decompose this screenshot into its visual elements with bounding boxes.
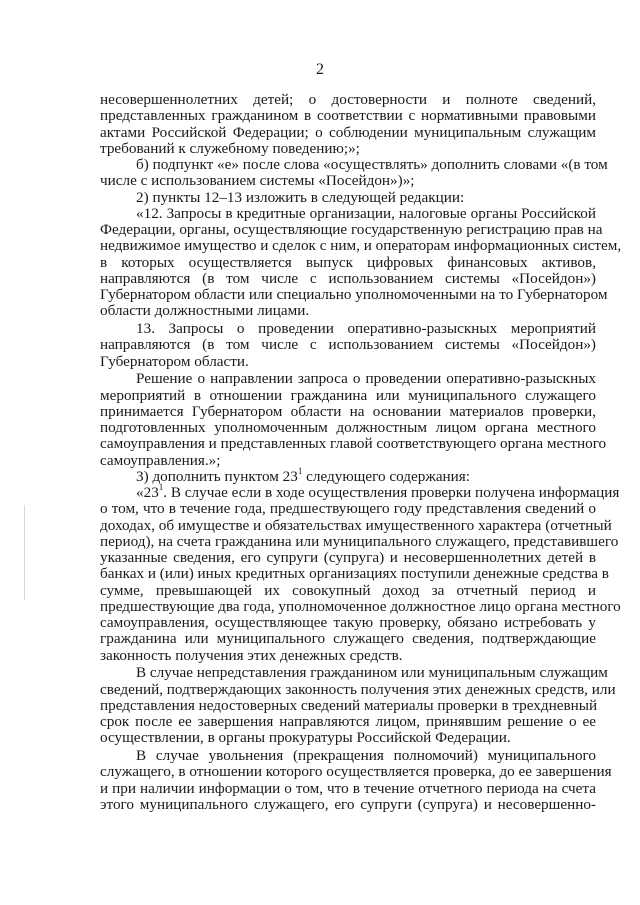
text-line	[100, 271, 596, 287]
text-line	[100, 615, 596, 631]
text-line	[100, 303, 596, 319]
text-line	[100, 237, 622, 255]
text-line	[100, 680, 616, 698]
text-line-content: представления недостоверных сведений материалы проверки в трехдневный	[100, 696, 598, 714]
text-line	[100, 730, 596, 746]
text-line	[100, 420, 596, 436]
text-line-content: представленных гражданином в соответствии с нормативными правовыми	[100, 107, 596, 125]
text-line	[100, 156, 608, 173]
text-line	[100, 125, 596, 141]
text-line-content: актами Российской Федерации; о соблюдении муниципальным служащим	[100, 123, 596, 141]
text-line	[100, 354, 596, 370]
text-line-content: указанные сведения, его супруги (супруга) и несовершеннолетних детей в	[100, 549, 596, 566]
text-line	[100, 516, 612, 534]
text-line-content: Решение о направлении запроса о проведении оперативно-разыскных	[136, 370, 596, 388]
text-line-content: о том, что в течение года, предшествующего году представления сведений о	[100, 500, 596, 518]
text-line	[100, 597, 621, 615]
text-line-content: несовершеннолетних детей; о достоверности и полноте сведений,	[100, 91, 596, 108]
text-line	[100, 714, 596, 730]
text-line	[100, 141, 596, 157]
text-line	[100, 481, 620, 501]
text-line	[100, 92, 596, 108]
text-line-content: сумме, превышающей их совокупный доход за отчетный период и	[100, 581, 596, 599]
text-line-content: направляются (в том числе с использованием системы «Посейдон»)	[100, 336, 596, 354]
text-line-content: банках и (или) иных кредитных организациях поступили денежные средства в	[100, 565, 609, 583]
text-line-content: числе с использованием системы «Посейдон»)»;	[100, 172, 415, 190]
text-line	[100, 501, 596, 517]
text-line-content: сведений, подтверждающих законность получения этих денежных средств, или	[100, 680, 616, 698]
text-line	[100, 763, 612, 781]
text-line-continuation: . В случае если в ходе осуществления проверки получена информация	[163, 484, 620, 501]
text-line	[100, 465, 596, 485]
text-line-content: и при наличии информации о том, что в течение отчетного периода на счета	[100, 779, 596, 797]
text-line	[100, 321, 596, 337]
text-line-content: доходах, об имуществе и обязательствах имущественного характера (отчетный	[100, 516, 612, 534]
text-line-continuation: следующего содержания:	[302, 467, 471, 485]
text-line-content: 3) дополнить пунктом 23	[136, 467, 298, 485]
text-line-content: самоуправления и представленных главой соответствующего органа местного	[100, 435, 607, 453]
text-line	[100, 550, 596, 566]
text-line-content: самоуправления.»;	[100, 451, 221, 469]
text-line-content: период), на счета гражданина или муниципального служащего, представившего	[100, 532, 619, 550]
text-line	[100, 286, 608, 303]
text-line	[100, 337, 596, 353]
text-line-content: в которых осуществляется выпуск цифровых финансовых активов,	[100, 253, 596, 271]
text-line-content: осуществлении, в органы прокуратуры Российской Федерации.	[100, 729, 511, 747]
text-line	[100, 664, 608, 682]
text-line	[100, 206, 596, 222]
text-line-content: б) подпункт «е» после слова «осуществлять» дополнить словами «(в том	[136, 156, 608, 173]
text-line-content: срок после ее завершения направляются лицом, принявшим решение о ее	[100, 713, 596, 730]
text-line-content: гражданина или муниципального служащего сведения, подтверждающие	[100, 630, 596, 648]
page-number: 2	[316, 61, 324, 78]
text-line	[100, 748, 596, 764]
text-line	[100, 435, 607, 453]
text-line-content: Федерации, органы, осуществляющие государственную регистрацию прав на	[100, 221, 603, 238]
text-line-content: Губернатором области или специально уполномоченными на то Губернатором	[100, 286, 608, 303]
text-line-content: мероприятий в отношении гражданина или муниципального служащего	[100, 386, 596, 404]
text-line	[100, 797, 596, 813]
text-line	[100, 583, 596, 599]
text-line	[100, 532, 619, 550]
text-line	[100, 648, 596, 664]
text-line	[100, 781, 596, 797]
text-line	[100, 453, 596, 469]
text-line-content: «12. Запросы в кредитные организации, налоговые органы Российской	[136, 204, 596, 222]
document-body	[100, 91, 622, 813]
text-line	[100, 404, 596, 420]
text-line-content: служащего, в отношении которого осуществляется проверка, до ее завершения	[100, 763, 612, 781]
text-line-content: самоуправления, осуществляющее такую проверку, обязано истребовать у	[100, 614, 596, 631]
text-line-content: требований к служебному поведению;»;	[100, 139, 360, 157]
text-line	[100, 371, 596, 387]
text-line-content: подготовленных уполномоченным должностным лицом органа местного	[100, 419, 596, 436]
text-line	[100, 698, 596, 714]
text-line-content: предшествующие два года, уполномоченное должностное лицо органа местного	[100, 597, 621, 615]
text-line	[100, 108, 596, 124]
superscript-number: 1	[158, 481, 164, 492]
text-line-content: направляются (в том числе с использованием системы «Посейдон»)	[100, 269, 596, 287]
text-line-content: области должностными лицами.	[100, 302, 310, 320]
superscript-number: 1	[297, 465, 303, 476]
text-line-content: недвижимое имущество и сделок с ним, и операторам информационных систем,	[100, 237, 622, 255]
text-line	[100, 388, 596, 404]
text-line	[100, 190, 596, 206]
text-line	[100, 221, 603, 238]
text-line-content: В случае непредставления гражданином или муниципальным служащим	[136, 664, 608, 682]
text-line	[100, 565, 609, 583]
text-line-content: 13. Запросы о проведении оперативно-разыскных мероприятий	[136, 320, 596, 337]
text-line-content: Губернатором области.	[100, 352, 249, 370]
text-line	[100, 255, 596, 271]
text-line-content: этого муниципального служащего, его супруги (супруга) и несовершенно-	[100, 795, 596, 813]
text-line-content: законность получения этих денежных средств.	[100, 646, 403, 664]
text-line	[100, 631, 596, 647]
text-line-content: «23	[136, 484, 159, 501]
text-line-content: принимается Губернатором области на основании материалов проверки,	[100, 402, 596, 420]
text-line-content: В случае увольнения (прекращения полномочий) муниципального	[136, 747, 596, 764]
scan-margin-mark	[24, 505, 25, 600]
text-line	[100, 173, 596, 189]
text-line-content: 2) пункты 12–13 изложить в следующей редакции:	[136, 188, 465, 206]
